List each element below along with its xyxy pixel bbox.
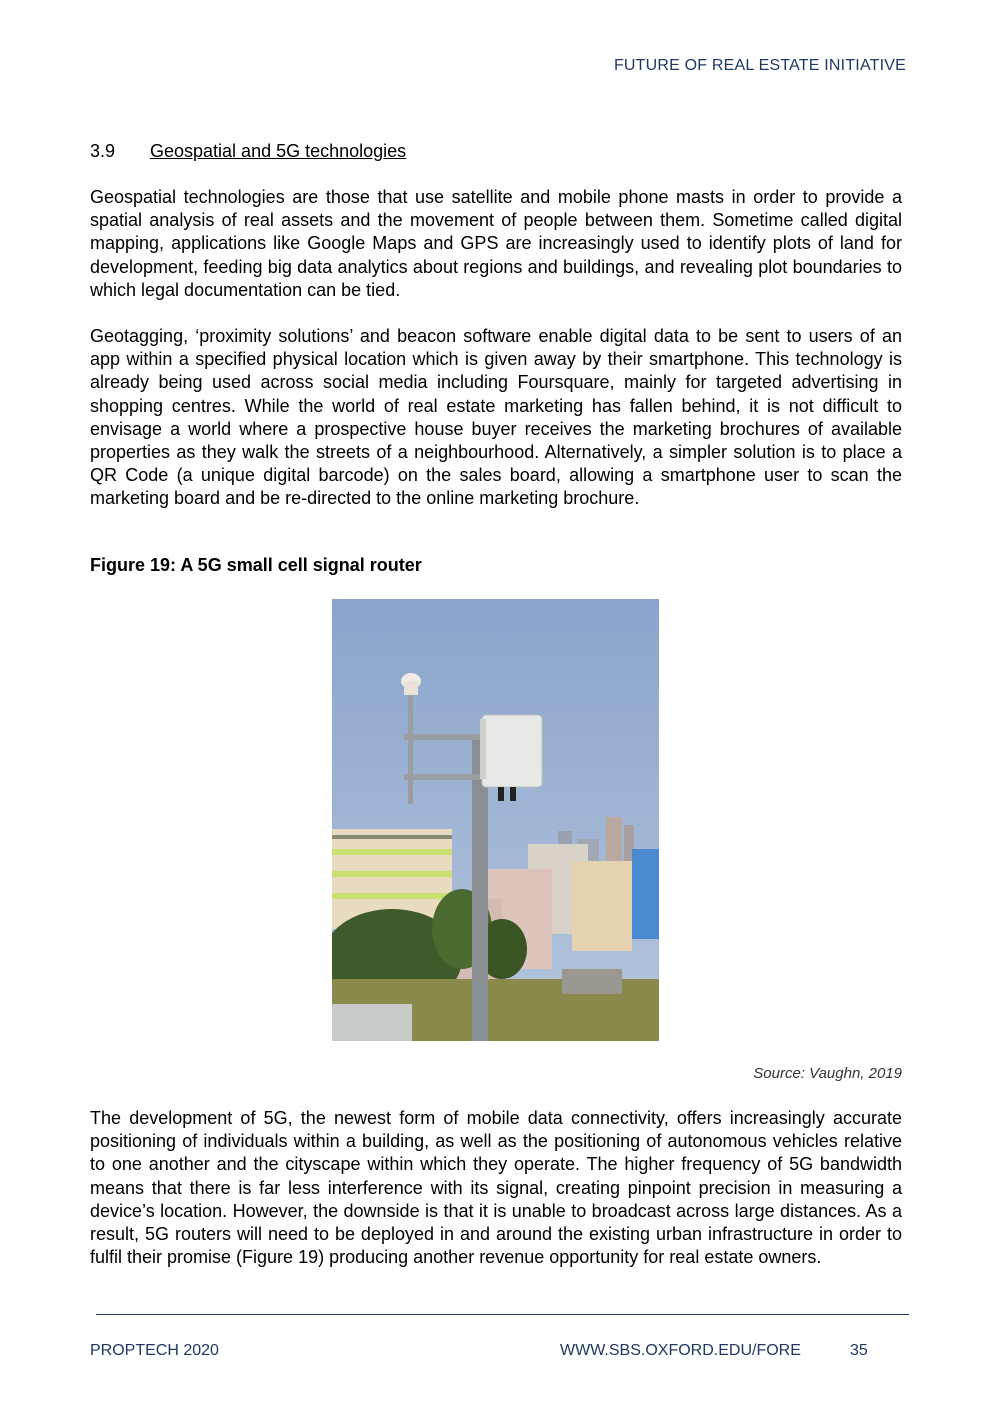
footer-url: WWW.SBS.OXFORD.EDU/FORE xyxy=(560,1342,801,1359)
section-heading xyxy=(90,141,406,162)
section-title: Geospatial and 5G technologies xyxy=(150,141,407,161)
router-photo xyxy=(332,599,659,1041)
footer-publication: PROPTECH 2020 xyxy=(90,1342,219,1359)
paragraph-geotagging: Geotagging, ‘proximity solutions’ and beacon software enable digital data to be sent to users of an app within a specified physical location which is given away by their smartphone. This technology is already being used across social media including Foursquare, mainly for targeted advertising in shopping centres. While the world of real estate marketing has fallen behind, it is not difficult to envisage a world where a prospective house buyer receives the marketing brochures of available properties as they walk the streets of a neighbourhood. Alternatively, a simpler solution is to place a QR Code (a unique digital barcode) on the sales board, allowing a smartphone user to scan the marketing board and be re-directed to the online marketing brochure. xyxy=(90,326,902,509)
paragraph-5g: The development of 5G, the newest form of mobile data connectivity, offers increasingly accurate positioning of individuals within a building, as well as the positioning of autonomous vehicles relative to one another and the cityscape within which they operate. The higher frequency of 5G bandwidth means that there is far less interference with its signal, creating pinpoint precision in measuring a device’s location. However, the downside is that it is unable to broadcast across large distances. As a result, 5G routers will need to be deployed in and around the existing urban infrastructure in order to fulfil their promise (Figure 19) producing another revenue opportunity for real estate owners. xyxy=(90,1108,902,1268)
running-header: FUTURE OF REAL ESTATE INITIATIVE xyxy=(613,57,906,74)
paragraph-geospatial: Geospatial technologies are those that use satellite and mobile phone masts in order to provide a spatial analysis of real assets and the movement of people between them. Sometime called digital mapping, applications like Google Maps and GPS are increasingly used to identify plots of land for development, feeding big data analytics about regions and buildings, and revealing plot boundaries to which legal documentation can be tied. xyxy=(90,187,902,300)
figure-source: Source: Vaughn, 2019 xyxy=(753,1065,902,1082)
section-number: 3.9 xyxy=(90,141,116,161)
page-number: 35 xyxy=(850,1342,868,1359)
figure-caption: Figure 19: A 5G small cell signal router xyxy=(90,555,422,575)
footer-divider xyxy=(96,1314,909,1315)
